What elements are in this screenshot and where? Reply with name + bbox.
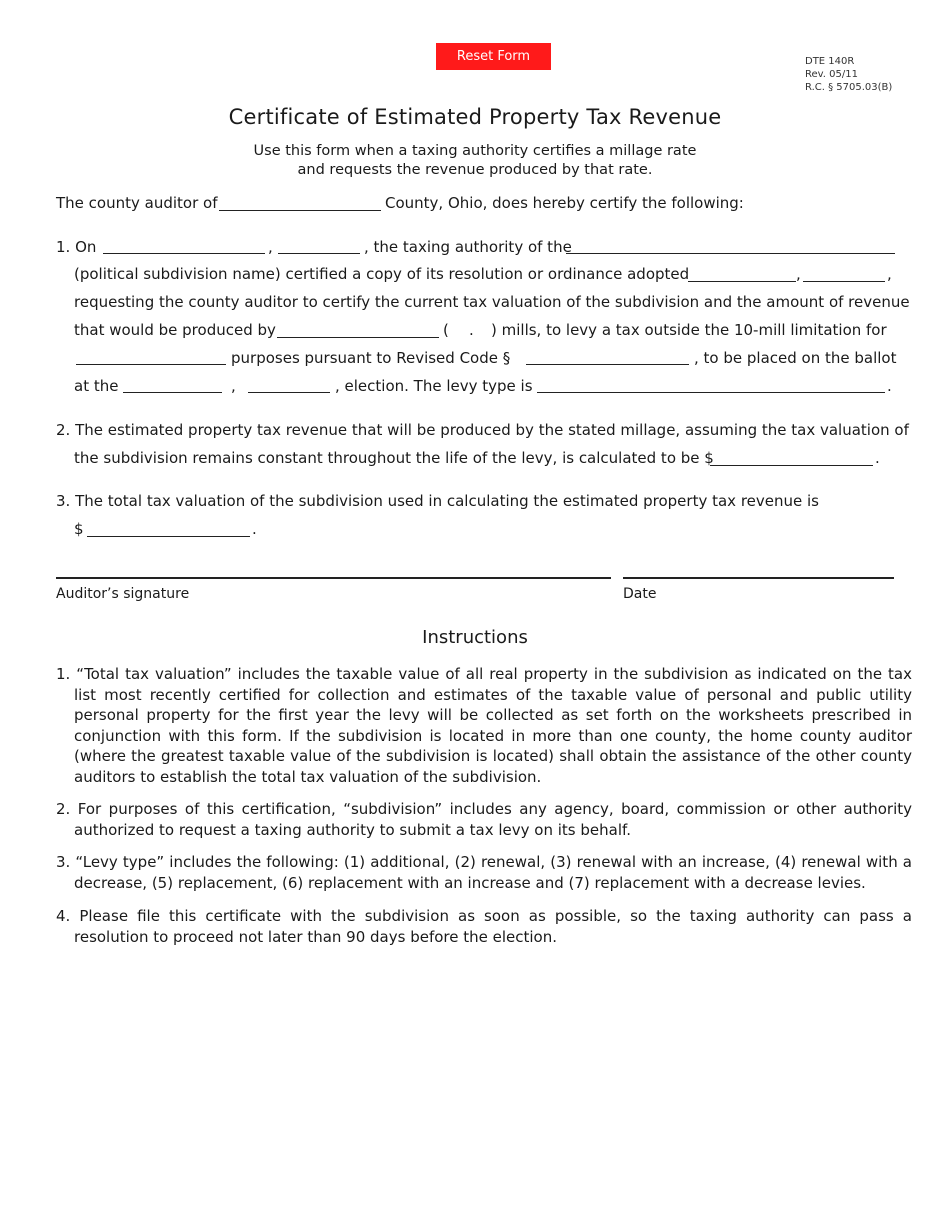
mills-whole-field[interactable] <box>452 321 470 337</box>
item1-line6-label: at the <box>74 377 119 395</box>
instruction-item-1: 1. “Total tax valuation” includes the taxable value of all real property in the subdivision as indicated on the tax list most recently certified for collection and estimates of the taxable value of personal and public utility personal property for the first year the levy will be collected as set forth on the worksheets prescribed in conjunction with this form. If the subdivision is located in more than one county, the home county auditor (where the greatest taxable value of the subdivision is located) shall obtain the assistance of the other county auditors to establish the total tax valuation of the subdivision. <box>56 665 912 786</box>
item1-line3-text: requesting the county auditor to certify the current tax valuation of the subdivision and the amount of revenue <box>74 293 910 311</box>
item1-line2-label: (political subdivision name) certified a copy of its resolution or ordinance adopted <box>74 265 690 283</box>
revised-code-section-field[interactable] <box>526 348 689 365</box>
auditor-signature-line[interactable] <box>56 577 611 579</box>
item1-line4-label: that would be produced by <box>74 321 276 339</box>
total-tax-valuation-field[interactable] <box>87 520 250 537</box>
item1-line6-levy-type-label: , election. The levy type is <box>335 377 533 395</box>
intro-label-b: County, Ohio, does hereby certify the following: <box>385 194 744 212</box>
form-revision: Rev. 05/11 <box>805 69 858 80</box>
item1-line2-comma-a: , <box>796 265 801 283</box>
instruction-item-4: 4. Please file this certificate with the subdivision as soon as possible, so the taxing authority can pass a resolution to proceed not later than 90 days before the election. <box>56 907 912 946</box>
item2-period: . <box>875 449 880 467</box>
item3-dollar-sign: $ <box>74 520 84 538</box>
subtitle-line-2: and requests the revenue produced by that rate. <box>297 162 653 178</box>
instruction-item-2: 2. For purposes of this certification, “subdivision” includes any agency, board, commission or other authority authorized to request a taxing authority to submit a tax levy on its behalf. <box>56 800 912 839</box>
form-number: DTE 140R <box>805 56 855 67</box>
intro-label-a: The county auditor of <box>56 194 218 212</box>
item1-on-label: 1. On <box>56 238 97 256</box>
item1-line4-tail: ) mills, to levy a tax outside the 10-mill limitation for <box>491 321 887 339</box>
item1-line5-label: purposes pursuant to Revised Code § <box>231 349 511 367</box>
item1-comma: , <box>268 238 273 256</box>
form-id-block <box>805 55 892 94</box>
instruction-item-3: 3. “Levy type” includes the following: (1) additional, (2) renewal, (3) renewal with an increase, (4) renewal with a decrease, (5) replacement, (6) replacement with an increase and (7) replacement with a decrease levies. <box>56 853 912 892</box>
levy-purpose-field[interactable] <box>76 348 226 365</box>
election-year-field[interactable] <box>248 376 330 393</box>
adopted-date-field[interactable] <box>688 265 796 282</box>
item3-line1-text: 3. The total tax valuation of the subdivision used in calculating the estimated property tax revenue is <box>56 492 819 510</box>
page-subtitle <box>0 142 950 180</box>
certification-date-field[interactable] <box>103 237 265 254</box>
item1-line2-comma-b: , <box>887 265 892 283</box>
adopted-year-field[interactable] <box>803 265 885 282</box>
signature-date-line[interactable] <box>623 577 894 579</box>
item1-line5-tail: , to be placed on the ballot <box>694 349 897 367</box>
auditor-signature-label: Auditor’s signature <box>56 586 190 602</box>
instructions-heading: Instructions <box>422 627 528 648</box>
item2-line1-text: 2. The estimated property tax revenue that will be produced by the stated millage, assuming the tax valuation of <box>56 421 909 439</box>
subtitle-line-1: Use this form when a taxing authority certifies a millage rate <box>253 143 697 159</box>
election-type-field[interactable] <box>123 376 222 393</box>
levy-type-field[interactable] <box>537 376 885 393</box>
item1-taxing-authority-label: , the taxing authority of the <box>364 238 572 256</box>
millage-words-field[interactable] <box>277 321 439 338</box>
item3-period: . <box>252 520 257 538</box>
date-label: Date <box>623 586 657 602</box>
reset-form-button[interactable]: Reset Form <box>436 43 551 70</box>
county-name-field[interactable] <box>219 194 381 211</box>
estimated-revenue-field[interactable] <box>710 449 873 466</box>
mills-decimal-point: . <box>469 321 474 339</box>
item1-line6-comma: , <box>231 377 236 395</box>
form-statute: R.C. § 5705.03(B) <box>805 82 893 93</box>
certification-year-field[interactable] <box>278 237 360 254</box>
mills-open-paren: ( <box>443 321 449 339</box>
item2-line2-label: the subdivision remains constant throughout the life of the levy, is calculated to be $ <box>74 449 714 467</box>
item1-line6-period: . <box>887 377 892 395</box>
mills-fraction-field[interactable] <box>475 321 491 337</box>
page-title: Certificate of Estimated Property Tax Revenue <box>228 105 722 129</box>
political-subdivision-field[interactable] <box>566 237 895 254</box>
